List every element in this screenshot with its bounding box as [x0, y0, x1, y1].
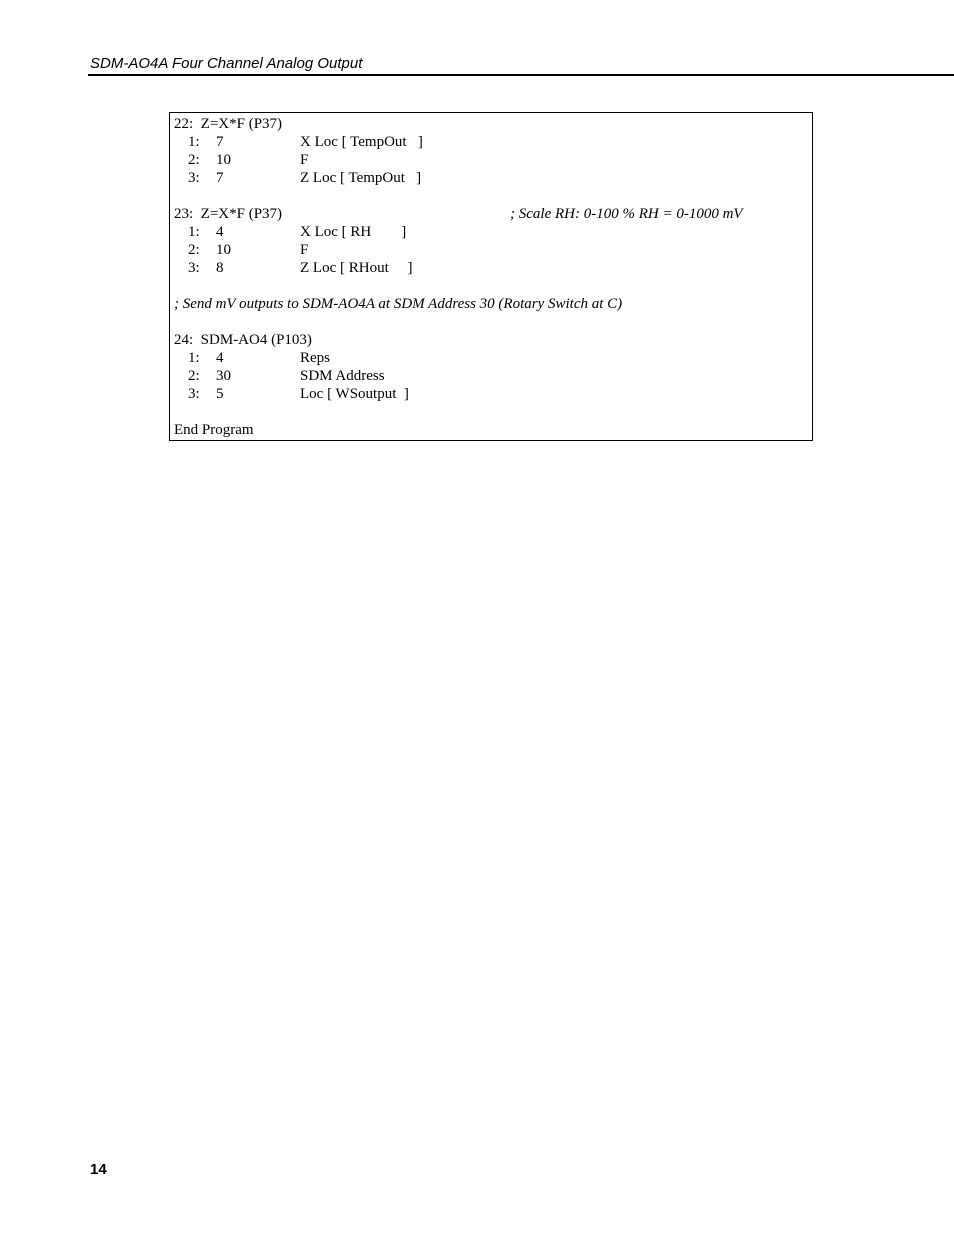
instr23-comment: ; Scale RH: 0-100 % RH = 0-1000 mV [510, 206, 743, 222]
instr22-param1-value: 7 [216, 134, 224, 150]
instr22-param2-num: 2: [188, 152, 200, 168]
instr23-param2-num: 2: [188, 242, 200, 258]
page-number: 14 [90, 1161, 107, 1178]
program-listing-box [169, 112, 813, 441]
instr22-param2-desc: F [300, 152, 309, 168]
instr23-param1-num: 1: [188, 224, 200, 240]
instr24-param2-value: 30 [216, 368, 231, 384]
instr23-param1-desc: X Loc [ RH ] [300, 224, 407, 240]
instr22-heading: 22: Z=X*F (P37) [174, 116, 283, 132]
instr23-param1-value: 4 [216, 224, 224, 240]
instr22-param1-desc: X Loc [ TempOut ] [300, 134, 423, 150]
instr23-param3-num: 3: [188, 260, 200, 276]
instr22-param3-value: 7 [216, 170, 224, 186]
instr22-param2-value: 10 [216, 152, 231, 168]
instr22-param1-num: 1: [188, 134, 200, 150]
instr24-param3-desc: Loc [ WSoutput ] [300, 386, 409, 402]
instr24-heading: 24: SDM-AO4 (P103) [174, 332, 312, 348]
instr22-param3-desc: Z Loc [ TempOut ] [300, 170, 422, 186]
instr24-param3-value: 5 [216, 386, 224, 402]
send-outputs-comment: ; Send mV outputs to SDM-AO4A at SDM Address 30 (Rotary Switch at C) [174, 296, 623, 312]
page-header-title: SDM-AO4A Four Channel Analog Output [90, 55, 363, 72]
instr24-param3-num: 3: [188, 386, 200, 402]
header-divider [88, 74, 954, 76]
instr22-param3-num: 3: [188, 170, 200, 186]
instr24-param1-desc: Reps [300, 350, 330, 366]
instr24-param1-num: 1: [188, 350, 200, 366]
instr23-param2-desc: F [300, 242, 309, 258]
instr23-param3-value: 8 [216, 260, 224, 276]
instr24-param1-value: 4 [216, 350, 224, 366]
instr23-param3-desc: Z Loc [ RHout ] [300, 260, 413, 276]
instr23-heading: 23: Z=X*F (P37) [174, 206, 283, 222]
instr23-param2-value: 10 [216, 242, 231, 258]
end-program: End Program [174, 422, 254, 438]
instr24-param2-num: 2: [188, 368, 200, 384]
instr24-param2-desc: SDM Address [300, 368, 385, 384]
